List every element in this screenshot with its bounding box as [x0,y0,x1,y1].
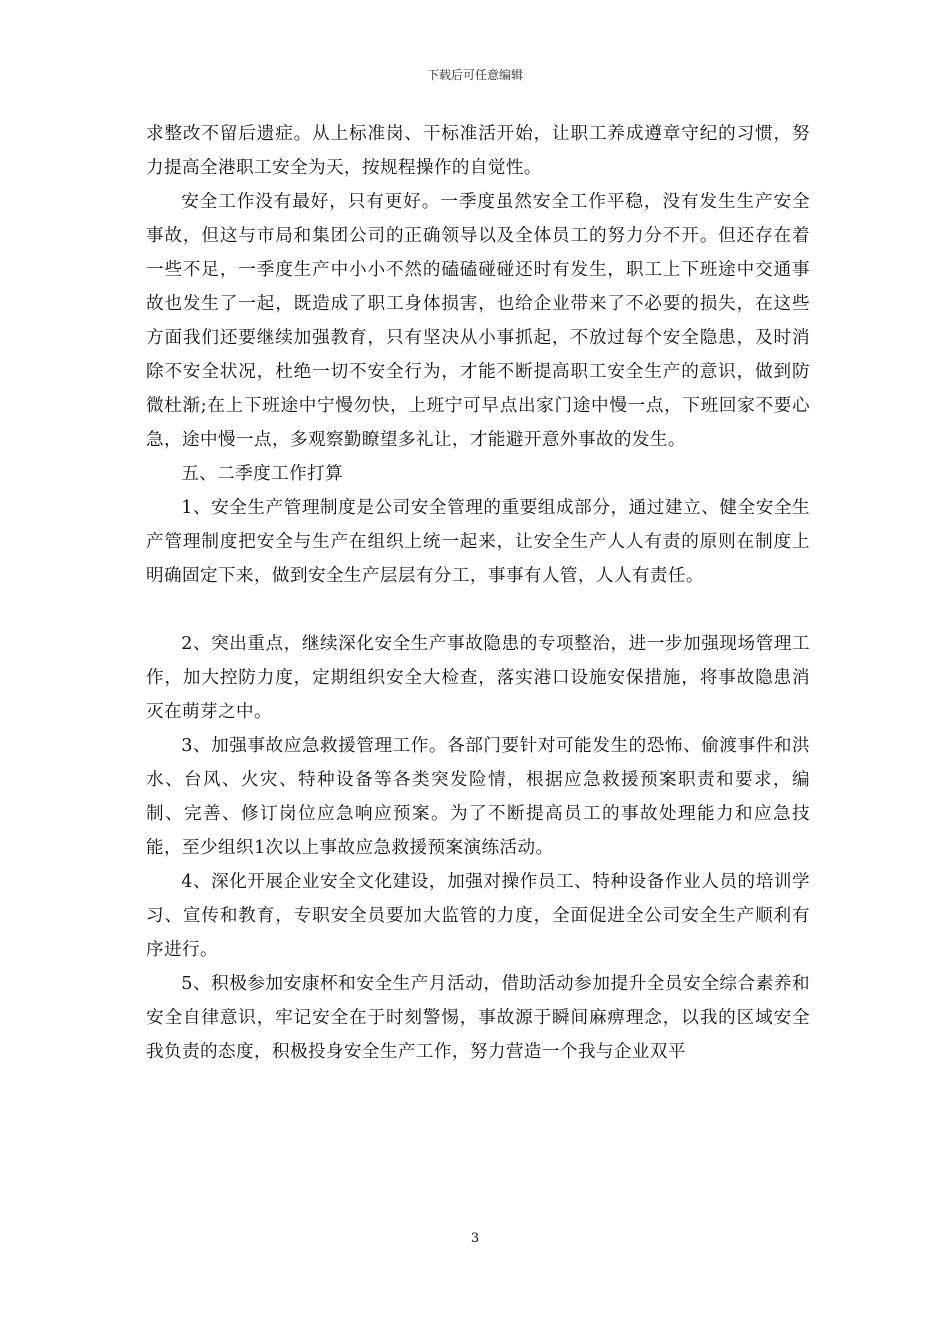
paragraph-item-4: 4、深化开展企业安全文化建设，加强对操作员工、特种设备作业人员的培训学习、宣传和教育，专职安全员要加大监管的力度，全面促进全公司安全生产顺利有序进行。 [146,872,810,960]
document-body [146,117,810,1069]
paragraph-item-5: 5、积极参加安康杯和安全生产月活动，借助活动参加提升全员安全综合素养和安全自律意识，牢记安全在于时刻警惕，事故源于瞬间麻痹理念，以我的区域安全我负责的态度，积极投身安全生产工作，努力营造一个我与企业双平 [146,974,810,1062]
paragraph-continuation: 求整改不留后遗症。从上标准岗、干标准活开始，让职工养成遵章守纪的习惯，努力提高全港职工安全为天，按规程操作的自觉性。 [146,124,810,178]
page-number: 3 [470,1231,480,1246]
paragraph-item-2: 2、突出重点，继续深化安全生产事故隐患的专项整治，进一步加强现场管理工作，加大控防力度，定期组织安全大检查，落实港口设施安保措施，将事故隐患消灭在萌芽之中。 [146,634,810,722]
section-heading-q2-plan: 五、二季度工作打算 [181,464,344,484]
paragraph-safety-summary: 安全工作没有最好，只有更好。一季度虽然安全工作平稳，没有发生生产安全事故，但这与市局和集团公司的正确领导以及全体员工的努力分不开。但还存在着一些不足，一季度生产中小小不然的磕磕碰碰还时有发生，职工上下班途中交通事故也发生了一起，既造成了职工身体损害，也给企业带来了不必要的损失，在这些方面我们还要继续加强教育，只有坚决从小事抓起，不放过每个安全隐患，及时消除不安全状况，杜绝一切不安全行为，才能不断提高职工安全生产的意识，做到防微杜渐;在上下班途中宁慢勿快，上班宁可早点出家门途中慢一点，下班回家不要心急，途中慢一点，多观察勤瞭望多礼让，才能避开意外事故的发生。 [146,192,810,450]
paragraph-item-1: 1、安全生产管理制度是公司安全管理的重要组成部分，通过建立、健全安全生产管理制度把安全与生产在组织上统一起来，让安全生产人人有责的原则在制度上明确固定下来，做到安全生产层层有分工，事事有人管，人人有责任。 [146,498,810,586]
paragraph-spacer [146,593,810,627]
header-note: 下载后可任意编辑 [426,68,523,82]
paragraph-item-3: 3、加强事故应急救援管理工作。各部门要针对可能发生的恐怖、偷渡事件和洪水、台风、火灾、特种设备等各类突发险情，根据应急救援预案职责和要求，编制、完善、修订岗位应急响应预案。为了不断提高员工的事故处理能力和应急技能，至少组织1次以上事故应急救援预案演练活动。 [146,736,810,858]
